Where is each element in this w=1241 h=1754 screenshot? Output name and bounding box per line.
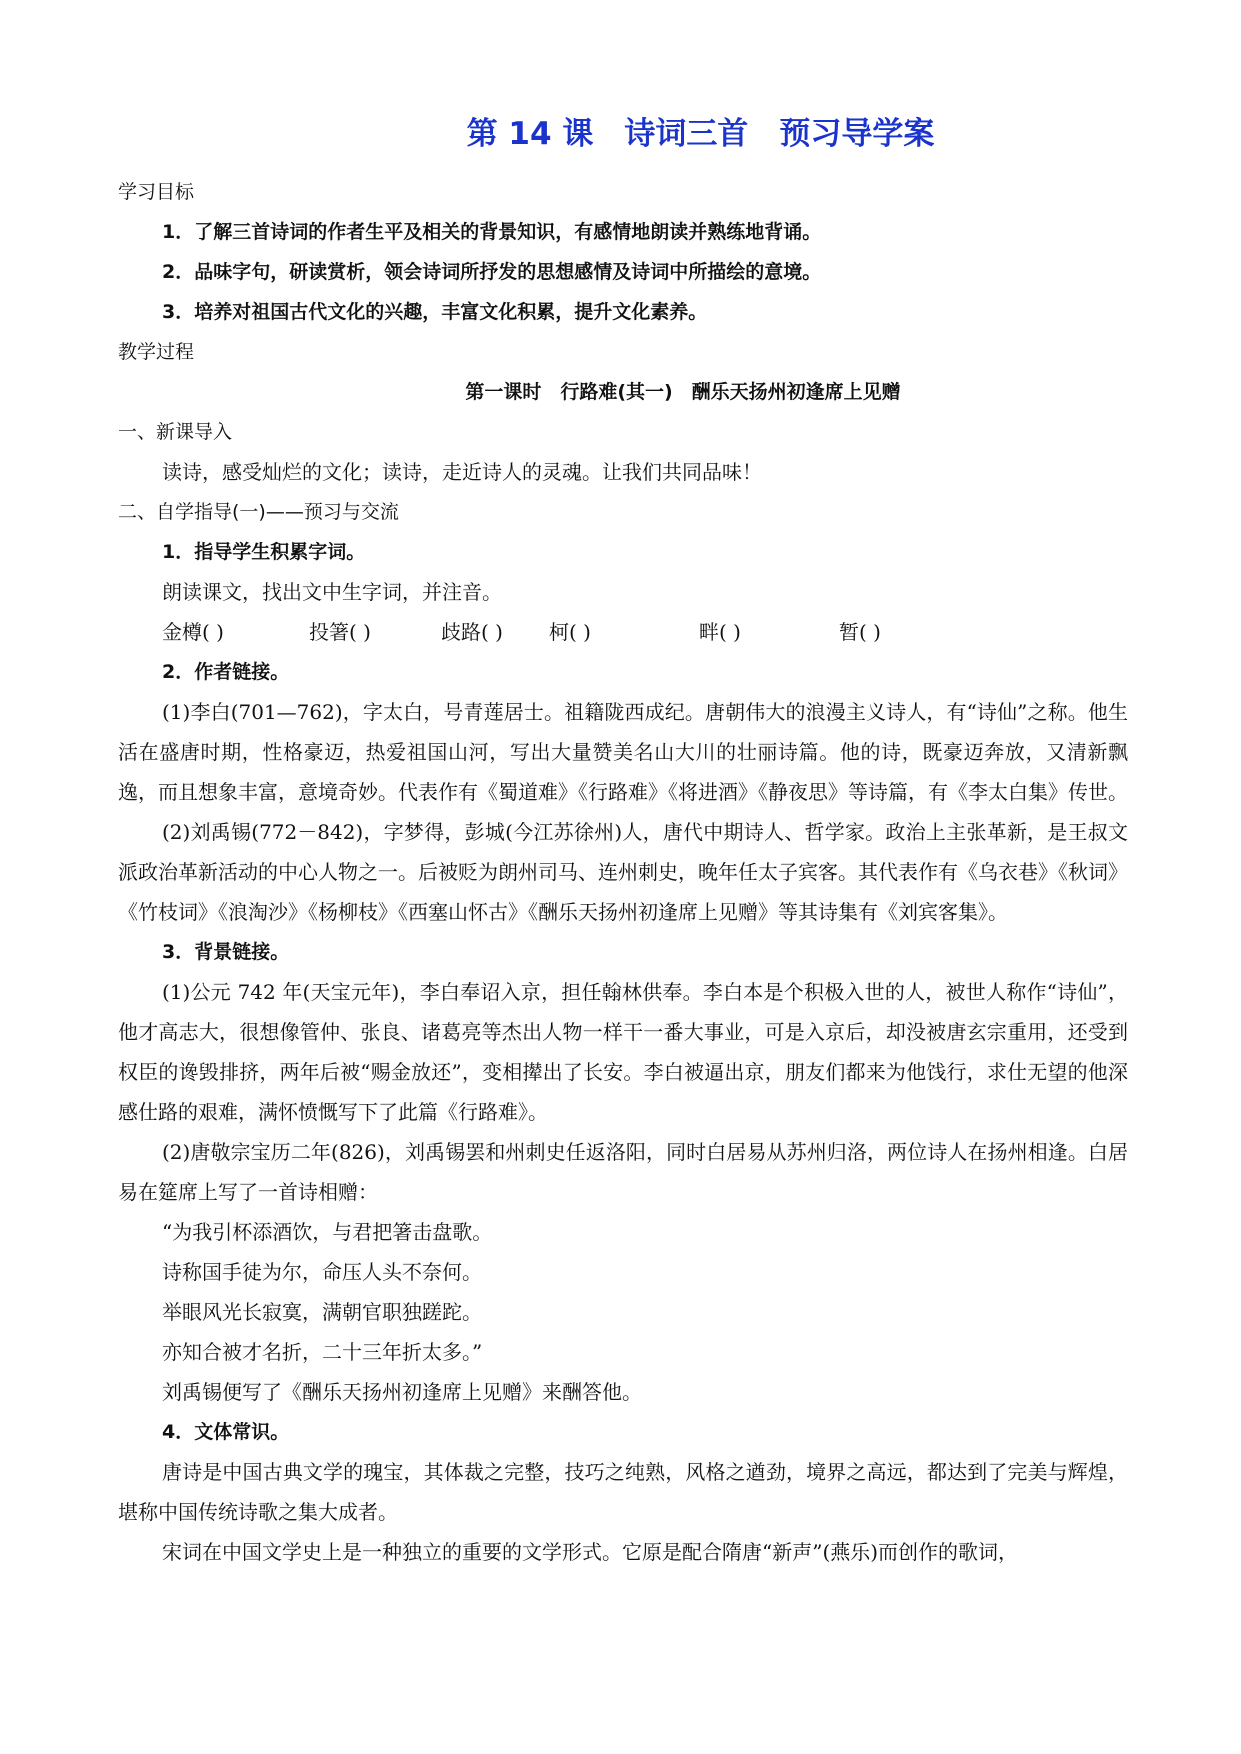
process-heading: 教学过程 [118, 341, 195, 363]
objective-item: 2．品味字句，研读赏析，领会诗词所抒发的思想感情及诗词中所描绘的意境。 [162, 261, 822, 283]
section-text: 读诗，感受灿烂的文化；读诗，走近诗人的灵魂。让我们共同品味！ [162, 460, 762, 484]
poem-line: 举眼风光长寂寞，满朝官职独蹉跎。 [162, 1300, 482, 1324]
item-heading: 4．文体常识。 [162, 1421, 290, 1443]
background-paragraph: (2)唐敬宗宝历二年(826)，刘禹锡罢和州刺史任返洛阳，同时白居易从苏州归洛，两位诗人在扬州相逢。白居易在筵席上写了一首诗相赠： [118, 1140, 1128, 1204]
item-heading: 2．作者链接。 [162, 661, 290, 683]
poem-line: 亦知合被才名折，二十三年折太多。” [162, 1340, 483, 1364]
vocab-item: 暂( ) [839, 620, 881, 644]
objective-item: 1．了解三首诗词的作者生平及相关的背景知识，有感情地朗读并熟练地背诵。 [162, 221, 822, 243]
item-text: 朗读课文，找出文中生字词，并注音。 [162, 580, 502, 604]
poem-line: 诗称国手徒为尔，命压人头不奈何。 [162, 1260, 482, 1284]
background-paragraph: (1)公元 742 年(天宝元年)，李白奉诏入京，担任翰林供奉。李白本是个积极入世的人，被世人称作“诗仙”，他才高志大，很想像管仲、张良、诸葛亮等杰出人物一样干一番大事业，可是入京后，却没被唐玄宗重用，还受到权臣的谗毁排挤，两年后被“赐金放还”，变相撵出了长安。李白被逼出京，朋友们都来为他饯行，求仕无望的他深感仕路的艰难，满怀愤慨写下了此篇《行路难》。 [118, 980, 1128, 1124]
author-paragraph: (2)刘禹锡(772－842)，字梦得，彭城(今江苏徐州)人，唐代中期诗人、哲学家。政治上主张革新，是王叔文派政治革新活动的中心人物之一。后被贬为朗州司马、连州刺史，晚年任太子宾客。其代表作有《乌衣巷》《秋词》《竹枝词》《浪淘沙》《杨柳枝》《西塞山怀古》《酬乐天扬州初逢席上见赠》等其诗集有《刘宾客集》。 [118, 820, 1128, 924]
genre-paragraph: 宋词在中国文学史上是一种独立的重要的文学形式。它原是配合隋唐“新声”(燕乐)而创作的歌词， [162, 1540, 1019, 1564]
vocab-item: 畔( ) [699, 620, 741, 644]
section-heading: 一、新课导入 [118, 421, 233, 443]
background-end: 刘禹锡便写了《酬乐天扬州初逢席上见赠》来酬答他。 [162, 1380, 642, 1404]
section-heading: 二、自学指导(一)——预习与交流 [118, 501, 399, 523]
vocab-item: 柯( ) [549, 620, 591, 644]
objectives-heading: 学习目标 [118, 181, 195, 203]
lesson-title: 第一课时 行路难(其一) 酬乐天扬州初逢席上见赠 [465, 381, 901, 403]
vocab-item: 金樽( ) [162, 620, 224, 644]
genre-paragraph: 唐诗是中国古典文学的瑰宝，其体裁之完整，技巧之纯熟，风格之遒劲，境界之高远，都达到了完美与辉煌，堪称中国传统诗歌之集大成者。 [118, 1460, 1128, 1524]
document-body [118, 172, 1128, 1572]
poem-line: “为我引杯添酒饮，与君把箸击盘歌。 [162, 1220, 493, 1244]
author-paragraph: (1)李白(701—762)，字太白，号青莲居士。祖籍陇西成纪。唐朝伟大的浪漫主义诗人，有“诗仙”之称。他生活在盛唐时期，性格豪迈，热爱祖国山河，写出大量赞美名山大川的壮丽诗篇。他的诗，既豪迈奔放，又清新飘逸，而且想象丰富，意境奇妙。代表作有《蜀道难》《行路难》《将进酒》《静夜思》等诗篇，有《李太白集》传世。 [118, 700, 1128, 804]
vocab-item: 投箸( ) [309, 620, 371, 644]
objective-item: 3．培养对祖国古代文化的兴趣，丰富文化积累，提升文化素养。 [162, 301, 708, 323]
vocab-item: 歧路( ) [441, 620, 503, 644]
item-heading: 3．背景链接。 [162, 941, 290, 963]
page-title: 第 14 课 诗词三首 预习导学案 [466, 116, 935, 152]
vocab-row [118, 612, 1128, 652]
item-heading: 1．指导学生积累字词。 [162, 541, 366, 563]
